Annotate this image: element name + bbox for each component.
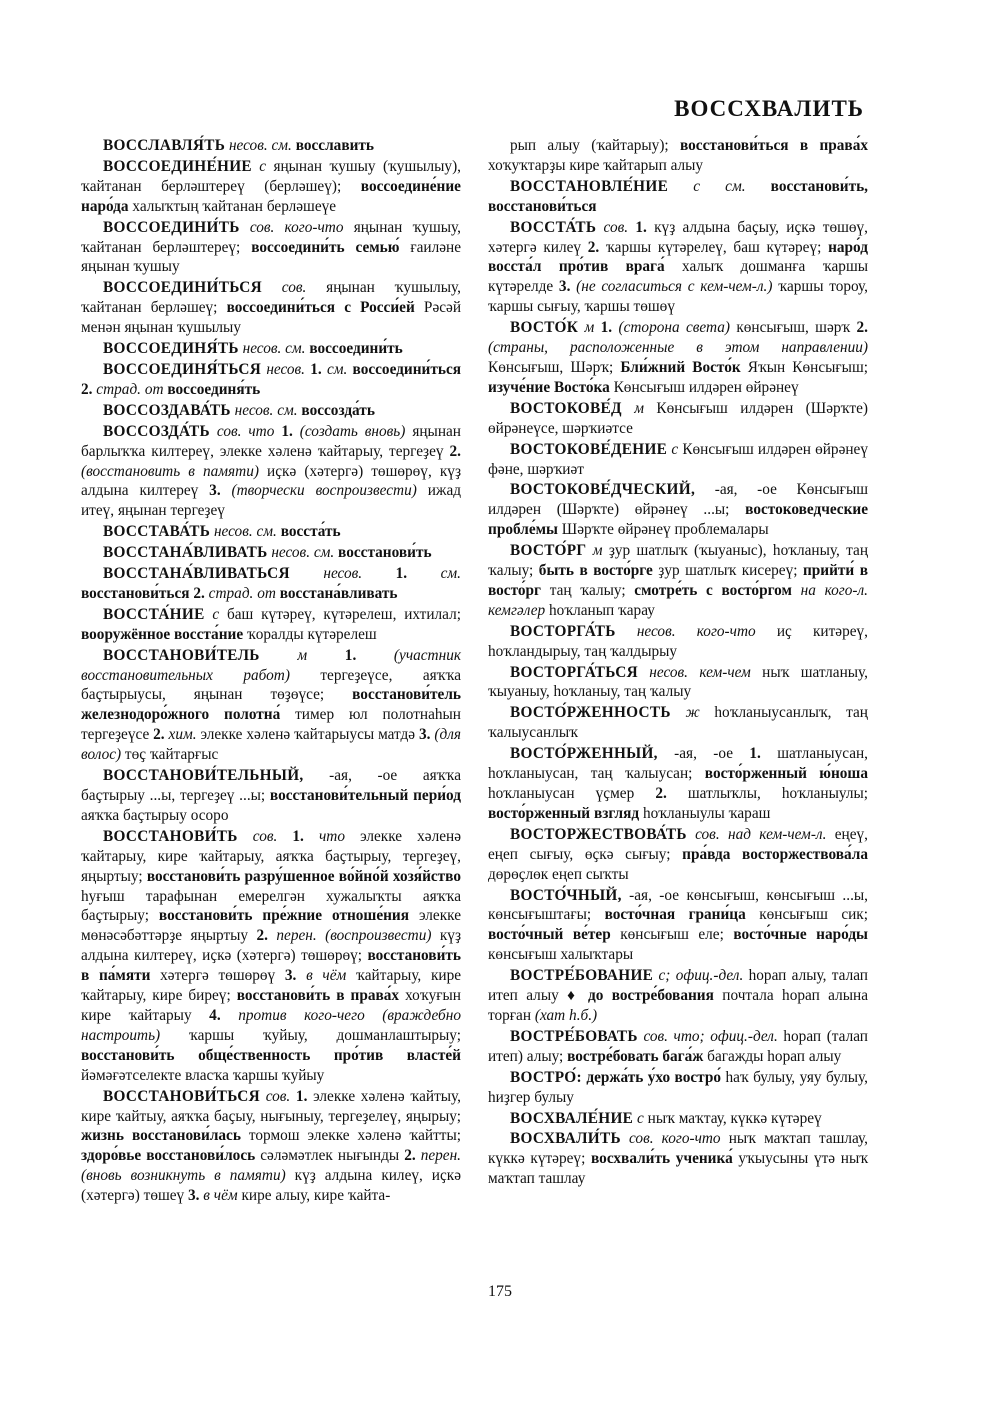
bold-phrase: восстанови́ть xyxy=(334,544,432,562)
translation-text: хоҡуғын кире ҡайтарыу xyxy=(81,987,461,1024)
bold-phrase: быть в восто́рге xyxy=(533,562,653,580)
bold-phrase: восхвали́ть ученика́ xyxy=(585,1150,733,1168)
headword: ВОСТО́К xyxy=(510,319,579,337)
grammar-note: сов. кого-что xyxy=(239,218,344,236)
grammar-note: м xyxy=(621,399,644,417)
dictionary-entry xyxy=(81,766,461,826)
headword: ВОССТА́ТЬ xyxy=(510,218,597,236)
translation-text: күҙ алдына килтереү, иҫкә (хәтергә) төшөрөү; xyxy=(81,927,461,965)
headword: ВОССТАНОВИ́ТЕЛЬНЫЙ, xyxy=(103,767,304,785)
translation-text: Рәсәй менән яңынан ҡушылыу xyxy=(81,299,461,337)
headword: ВОСТО́РЖЕННОСТЬ xyxy=(510,704,671,722)
bold-phrase: восстанови́ть разру́шенное во́йно́й хозя́йство xyxy=(142,867,461,885)
headword: ВОСТОКОВЕ́ДЧЕСКИЙ, xyxy=(510,481,696,499)
headword: ВОСТО́ЧНЫЙ, xyxy=(510,886,622,904)
headword: ВОССОЕДИНЯ́ТЬ xyxy=(103,340,239,358)
headword: ВОССТАНА́ВЛИВАТЬСЯ xyxy=(103,565,290,583)
dictionary-entry xyxy=(488,136,868,176)
headword: ВОССТАНОВИ́ТЕЛЬ xyxy=(103,646,260,664)
dictionary-entry xyxy=(488,1068,868,1108)
grammar-note: несов. см. xyxy=(238,340,306,358)
grammar-note: (восстановить в памяти) xyxy=(81,462,259,480)
grammar-note: несов. см. xyxy=(267,544,335,562)
headword: ВОССТА́НИЕ xyxy=(103,605,205,623)
dictionary-entry xyxy=(488,1109,868,1129)
bold-phrase: прийти́ в восто́рг xyxy=(488,562,868,599)
grammar-note: м xyxy=(259,646,308,664)
grammar-note: (сторона света) xyxy=(612,319,730,337)
dictionary-entry xyxy=(81,564,461,604)
dictionary-entry xyxy=(488,218,868,318)
dictionary-entry xyxy=(81,339,461,359)
translation-text: һоҡланыулы ҡараш xyxy=(639,804,771,822)
bold-phrase: 2. xyxy=(248,927,268,945)
bold-phrase: 2. xyxy=(149,726,165,744)
bold-phrase: восто́чная грани́ца xyxy=(591,906,746,924)
grammar-note: сов. xyxy=(261,279,307,297)
translation-text: һоҡланып ҡарау xyxy=(545,601,655,619)
bold-phrase: восто́чные наро́ды xyxy=(723,926,868,944)
headword: ВОСХВАЛЕ́НИЕ xyxy=(510,1109,634,1127)
grammar-note: сов. над кем-чем-л. xyxy=(686,825,827,843)
translation-text: тормош элекке хәленә ҡайтты; xyxy=(240,1127,461,1145)
bold-phrase: 1. xyxy=(305,360,322,378)
grammar-note: на кого-л. xyxy=(791,581,869,599)
dictionary-entry xyxy=(488,318,868,398)
translation-text: Көнсығыш, Шәрҡ; xyxy=(488,358,614,376)
bold-phrase: восто́рженный взгляд xyxy=(488,804,640,822)
translation-text: ҙур шатлыҡ (ҡыуаныс), һоҡланыу, таң ҡалыу; xyxy=(488,542,869,580)
translation-text: ижад итеү, яңынан тергеҙеү xyxy=(81,482,462,520)
translation-text: рып алыу (ҡайтарыу); xyxy=(510,137,669,154)
dictionary-entry xyxy=(81,543,461,563)
bold-phrase: 1. xyxy=(628,218,647,236)
dictionary-entry xyxy=(488,825,868,885)
grammar-note: перен. xyxy=(267,927,317,945)
bold-phrase: восто́рженный ю́ноша xyxy=(692,765,868,783)
dictionary-entry xyxy=(81,422,461,522)
grammar-note: см. xyxy=(321,360,348,378)
headword: ВОСТОКОВЕ́ДЕНИЕ xyxy=(510,440,668,458)
bold-phrase: здоро́вье восстанови́лось xyxy=(81,1147,256,1165)
grammar-note: сов. что; офиц.-дел. xyxy=(637,1027,778,1045)
grammar-note: сов. xyxy=(596,218,629,236)
translation-text: ҡаршы ҡуйыу, дошманлаштырыу; xyxy=(160,1026,461,1044)
grammar-note: несов. кого-что xyxy=(615,622,756,640)
bold-phrase: 1. xyxy=(307,646,357,664)
bold-phrase: 1. xyxy=(274,422,293,440)
grammar-note: несов. xyxy=(261,360,306,378)
dictionary-entry xyxy=(488,663,868,703)
translation-text: Яҡын Көнсығыш; xyxy=(740,358,868,376)
bold-phrase: жизнь восстанови́лась xyxy=(81,1127,241,1145)
translation-text: тимер юл полотнаһын тергеҙеүсе xyxy=(81,706,461,744)
bold-phrase: 3. xyxy=(198,482,221,500)
dictionary-entry xyxy=(488,177,868,217)
grammar-note: несов. см. xyxy=(225,137,292,154)
grammar-note: несов. см. xyxy=(230,401,298,419)
headword: ВОССЛАВЛЯ́ТЬ xyxy=(103,137,226,154)
translation-text: -ая, -ое xyxy=(657,745,733,763)
translation-text: яңынан ҡушыу, ҡайтанан берләштереү; xyxy=(81,218,461,256)
grammar-note: (воспроизвести) xyxy=(316,927,432,945)
grammar-note: страд. от xyxy=(204,584,276,602)
grammar-note: в чём xyxy=(199,1187,238,1205)
grammar-note: сов. xyxy=(260,1087,291,1105)
translation-text: һаҡ булыу, уяу булыу, һиҙгер булыу xyxy=(488,1068,868,1106)
translation-text: шатлыҡлы, һоҡланыулы; xyxy=(666,785,868,802)
grammar-note: несов. xyxy=(289,565,363,583)
translation-text: һорап алыу, талап итеп алыу ♦ xyxy=(488,967,868,1005)
translation-text: кире алыу, кире ҡайта- xyxy=(237,1187,391,1205)
translation-text: баш күтәреү, күтәрелеш, ихтилал; xyxy=(219,605,461,623)
translation-text: -ая, -ое Көнсығыш илдәрен (Шәрҡте) өйрәнеү ...ы; xyxy=(488,481,868,519)
headword: ВОСТО́РЖЕННЫЙ, xyxy=(510,745,658,763)
bold-phrase: восстанови́ть пре́жние отноше́ния xyxy=(148,907,410,925)
grammar-note: сов. кого-что xyxy=(620,1130,721,1148)
translation-text: ҡоралды күтәрелеш xyxy=(243,625,377,643)
running-head: ВОССХВАЛИТЬ xyxy=(674,96,864,121)
bold-phrase: 2. xyxy=(189,584,205,602)
dictionary-entry xyxy=(488,886,868,966)
grammar-note: (для волос) xyxy=(81,726,462,764)
translation-text: хоҡуҡтарҙы кире ҡайтарып алыу xyxy=(488,156,704,174)
translation-text: көнсығыш халыҡтары xyxy=(488,946,634,964)
dictionary-entry xyxy=(81,157,461,217)
bold-phrase: восстанови́ть в па́мяти xyxy=(81,947,461,985)
translation-text: халыҡтың ҡайтанан берләшеүе xyxy=(128,197,337,215)
bold-phrase: восстанови́ться в права́х xyxy=(668,137,868,154)
translation-text: ныҡ шатланыу, ҡыуаныу, һоҡланыу, таң ҡалыу xyxy=(488,663,868,701)
translation-text: -ая, -ое аяҡҡа баҫтырыу ...ы, тергеҙеү ...ы; xyxy=(81,767,461,804)
grammar-note: с xyxy=(633,1109,644,1127)
bold-phrase: наро́д восста́л про́тив врага́ xyxy=(488,238,868,276)
bold-phrase: восстанови́ть обще́ственность про́тив власте́й xyxy=(81,1046,461,1064)
bold-phrase: до востре́бования xyxy=(579,987,714,1005)
dictionary-entry xyxy=(488,399,868,439)
translation-text: -ая, -ое көнсығыш, көнсығыш ...ы, көнсығыштағы; xyxy=(488,886,868,924)
translation-text: аяҡҡа баҫтырыу осоро xyxy=(81,806,229,824)
translation-text: ҡаршы күтәрелеү, баш күтәреү; xyxy=(599,238,822,256)
grammar-note: с; офиц.-дел. xyxy=(653,967,744,985)
bold-phrase: 4. xyxy=(191,1006,221,1024)
translation-text: һоҡланыусанлыҡ, таң ҡалыусанлыҡ xyxy=(488,704,868,742)
grammar-note: сов. что xyxy=(209,422,275,440)
bold-phrase: вооружённое восста́ние xyxy=(81,625,244,643)
bold-phrase: пра́вда восторжествова́ла xyxy=(670,845,868,863)
translation-text: һуғыш тарафынан емерелгән хужалыҡты аяҡҡа баҫтырыу; xyxy=(81,887,461,925)
grammar-note: страд. от xyxy=(92,380,164,398)
grammar-note: против кого-чего (враждебно настроить) xyxy=(81,1006,461,1044)
translation-text: хәтергә төшөрөү xyxy=(150,967,276,985)
translation-text: уҡыусыны үтә ныҡ маҡтап ташлау xyxy=(488,1150,869,1188)
translation-text: ҡаршы тороу, ҡаршы сығыу, ҡаршы төшөү xyxy=(488,278,868,316)
bold-phrase: 2. xyxy=(581,238,600,256)
dictionary-entry xyxy=(81,278,461,338)
headword: ВОССОЕДИНИ́ТЬ xyxy=(103,218,240,236)
headword: ВОССОЕДИНЕ́НИЕ xyxy=(103,157,252,175)
bold-phrase: 2. xyxy=(81,380,93,398)
bold-phrase: 1. xyxy=(362,565,408,583)
left-column xyxy=(81,136,461,1207)
bold-phrase: 3. xyxy=(275,967,297,985)
headword: ВОССТАНОВИ́ТЬСЯ xyxy=(103,1087,260,1105)
headword: ВОССОЕДИНИ́ТЬСЯ xyxy=(103,279,262,297)
headword: ВОСТРЕ́БОВАНИЕ xyxy=(510,967,654,985)
grammar-note: (творчески воспроизвести) xyxy=(220,482,417,500)
right-column xyxy=(488,136,868,1190)
bold-phrase: 1. xyxy=(733,745,761,763)
dictionary-entry xyxy=(81,360,461,400)
bold-phrase: 2. xyxy=(443,442,461,460)
dictionary-entry xyxy=(81,646,461,765)
bold-phrase: восстанови́тельный пери́од xyxy=(265,787,461,804)
bold-phrase: воссоедине́ние наро́да xyxy=(81,177,461,215)
translation-text: ныҡ маҡтап ташлау, күккә күтәреү; xyxy=(488,1130,868,1168)
translation-text: һоҡланыусан үҫмер xyxy=(488,785,635,802)
bold-phrase: восстанови́ть в права́х xyxy=(230,987,400,1005)
headword: ВОСТО́РГ xyxy=(510,542,587,560)
translation-text: багажды һорап алыу xyxy=(703,1047,842,1065)
dictionary-entry xyxy=(488,744,868,824)
translation-text: ғаиләне яңынан ҡушыу xyxy=(81,238,461,276)
bold-phrase: 1. xyxy=(277,827,304,845)
bold-phrase: восстанови́тель железнодоро́жного полотна́ xyxy=(81,686,461,724)
translation-text: еңеү, еңеп сығыу, өҫкә сығыу; xyxy=(488,825,868,863)
bold-phrase: воссоедини́ть xyxy=(305,340,403,358)
bold-phrase: держа́ть у́хо востро́ xyxy=(581,1068,722,1086)
dictionary-entry xyxy=(81,218,461,278)
dictionary-entry xyxy=(488,703,868,743)
translation-text: ҡайтарыу, кире ҡайтарыу, кире биреү; xyxy=(81,967,462,1005)
grammar-note: (хат һ.б.) xyxy=(531,1006,598,1024)
page-number: 175 xyxy=(488,1283,512,1300)
translation-text: элекке хәленә ҡайтарыу, кире ҡайтарыу, аяҡҡа баҫтырыу, тергеҙеү, яңыртыу; xyxy=(81,827,461,885)
translation-text: таң ҡалыу; xyxy=(541,581,626,599)
translation-text: Шәрҡте өйрәнеү проблемалары xyxy=(557,521,769,539)
bold-phrase: воссозда́ть xyxy=(297,401,375,419)
bold-phrase: воссоединя́ть xyxy=(163,380,261,398)
dictionary-entry xyxy=(81,136,461,156)
grammar-note: перен. xyxy=(415,1147,462,1165)
translation-text: ҙур шатлыҡ кисереү; xyxy=(652,562,798,580)
bold-phrase: воссоедини́ться с Росси́ей xyxy=(217,299,415,317)
grammar-note: м xyxy=(586,542,603,560)
translation-text: һорап (талап итеп) алыу; xyxy=(488,1027,868,1065)
bold-phrase: восста́ть xyxy=(276,523,341,541)
bold-phrase: 3. xyxy=(553,278,571,296)
translation-text: тергеҙеүсе, аяҡҡа баҫтырыусы, яңынан төҙөүсе; xyxy=(81,666,461,704)
translation-text: йәмәғәтселекте власҡа ҡаршы ҡуйыу xyxy=(81,1066,325,1084)
bold-phrase: изуче́ние Восто́ка xyxy=(488,378,610,396)
bold-phrase: восто́чный ве́тер xyxy=(488,926,611,944)
bold-phrase: восславить xyxy=(291,137,374,154)
grammar-note: хим. xyxy=(164,726,197,744)
dictionary-entry xyxy=(81,1087,461,1206)
grammar-note: кемгәлер xyxy=(488,601,546,619)
headword: ВОСТРЕ́БОВАТЬ xyxy=(510,1027,638,1045)
translation-text: дөрөҫлөк еңеп сыҡты xyxy=(488,865,629,883)
dictionary-entry xyxy=(81,827,461,1086)
dictionary-entry xyxy=(488,480,868,540)
bold-phrase: 2. xyxy=(634,785,667,802)
translation-text: күҙ алдына килеү, иҫкә (хәтергә) төшеү xyxy=(81,1167,461,1205)
headword: ВОССТАНОВЛЕ́НИЕ xyxy=(510,177,669,195)
headword: ВОССТАНОВИ́ТЬ xyxy=(103,827,238,845)
headword: ВОСТОКОВЕ́Д xyxy=(510,399,622,417)
headword: ВОСТОРГА́ТЬСЯ xyxy=(510,663,638,681)
grammar-note: (создать вновь) xyxy=(292,422,406,440)
translation-text: яңынан ҡушыу (ҡушылыу), ҡайтанан берләштереү (берләшеү); xyxy=(81,157,461,195)
headword: ВОССТАВА́ТЬ xyxy=(103,523,211,541)
bold-phrase: восстанови́ть, восстанови́ться xyxy=(488,177,868,215)
translation-text: сәләмәтлек нығынды xyxy=(255,1147,400,1165)
bold-phrase: Бли́жний Восто́к xyxy=(613,358,741,376)
headword: ВОСТОРГА́ТЬ xyxy=(510,622,616,640)
dictionary-entry xyxy=(488,1027,868,1067)
dictionary-entry xyxy=(488,966,868,1026)
grammar-note: (участник восстановительных работ) xyxy=(81,646,461,684)
grammar-note: с см. xyxy=(668,177,746,195)
headword: ВОССТАНА́ВЛИВАТЬ xyxy=(103,544,268,562)
bold-phrase: смотре́ть с восто́ргом xyxy=(625,581,792,599)
translation-text: көнсығыш еле; xyxy=(610,926,724,944)
dictionary-entry xyxy=(488,622,868,662)
bold-phrase: 2. xyxy=(399,1147,416,1165)
bold-phrase: восстанови́ться xyxy=(81,584,190,602)
grammar-note: что xyxy=(303,827,345,845)
bold-phrase: воссоедини́ть семью́ xyxy=(240,238,400,256)
grammar-note: (страны, расположенные в этом направлении) xyxy=(488,339,868,357)
dictionary-entry xyxy=(488,1129,868,1189)
translation-text: иҫкә (хәтергә) төшөрөү, күҙ алдына килтереү xyxy=(81,462,461,500)
dictionary-entry xyxy=(81,605,461,645)
headword: ВОСХВАЛИ́ТЬ xyxy=(510,1130,621,1148)
dictionary-entry xyxy=(488,541,868,621)
headword: ВОССОЗДАВА́ТЬ xyxy=(103,401,231,419)
headword: ВОСТОРЖЕСТВОВА́ТЬ xyxy=(510,825,687,843)
translation-text: яңынан барлыҡҡа килтереү, элекке хәленә ҡайтарыу, тергеҙеү xyxy=(81,422,461,460)
translation-text: халыҡ дошманға ҡаршы күтәрелде xyxy=(488,258,868,296)
translation-text: Көнсығыш илдәрен (Шәрҡте) өйрәнеүсе, шәрҡиәтсе xyxy=(488,399,868,437)
bold-phrase: 1. xyxy=(290,1087,308,1105)
bold-phrase: восстана́вливать xyxy=(275,584,398,602)
grammar-note: в чём xyxy=(296,967,347,985)
dictionary-entry xyxy=(81,401,461,421)
grammar-note: ж xyxy=(670,704,700,722)
translation-text: иҫ китәреү, һоҡландырыу, таң ҡалдырыу xyxy=(488,622,868,660)
translation-text: шатланыусан, һоҡланыусан, таң ҡалыусан; xyxy=(488,745,868,783)
grammar-note: сов. xyxy=(237,827,278,845)
grammar-note: с xyxy=(204,605,220,623)
grammar-note: несов. см. xyxy=(210,523,277,541)
translation-text: Көнсығыш илдәрен өйрәнеү фәне, шәрҡиәт xyxy=(488,440,868,478)
bold-phrase: воссоедини́ться xyxy=(347,360,462,378)
dictionary-entry xyxy=(488,440,868,480)
grammar-note: (не согласиться с кем-чем-л.) xyxy=(570,278,773,296)
bold-phrase: 2. xyxy=(850,319,869,337)
grammar-note: с xyxy=(667,440,679,458)
headword: ВОСТРО́: xyxy=(510,1068,582,1086)
grammar-note: (вновь возникнуть в памяти) xyxy=(81,1167,286,1185)
translation-text: ныҡ маҡтау, күккә күтәреү xyxy=(643,1109,822,1127)
bold-phrase: 3. xyxy=(184,1187,200,1205)
translation-text: Көнсығыш илдәрен өйрәнеү xyxy=(609,378,799,396)
translation-text: почтала һорап алына торған xyxy=(488,987,868,1024)
headword: ВОССОЗДА́ТЬ xyxy=(103,422,210,440)
grammar-note: см. xyxy=(407,565,461,583)
headword: ВОССОЕДИНЯ́ТЬСЯ xyxy=(103,360,262,378)
translation-text: элекке мөнәсәбәттәрҙе яңыртыу xyxy=(81,907,461,945)
grammar-note: с xyxy=(251,157,267,175)
translation-text: яңынан ҡушылыу, ҡайтанан берләшеү; xyxy=(81,279,461,317)
dictionary-entry xyxy=(81,522,461,542)
bold-phrase: 3. xyxy=(415,726,431,744)
bold-phrase: востоковедческие пробле́мы xyxy=(488,501,869,539)
bold-phrase: востре́бовать бага́ж xyxy=(563,1047,704,1065)
bold-phrase: 1. xyxy=(594,319,613,337)
translation-text: көнсығыш, шәрҡ xyxy=(729,319,851,337)
translation-text: элекке хәленә ҡайтыу, кире ҡайтыу, аяҡҡа баҫыу, нығыныу, тергеҙелеү, яңырыу; xyxy=(81,1087,461,1125)
grammar-note: м xyxy=(578,319,595,337)
translation-text: төҫ ҡайтарғыс xyxy=(121,746,219,764)
grammar-note: несов. кем-чем xyxy=(637,663,751,681)
translation-text: күҙ алдына баҫыу, иҫкә төшөү, хәтергә килеү xyxy=(488,218,868,256)
translation-text: көнсығыш сик; xyxy=(745,906,868,924)
translation-text: элекке хәленә ҡайтарыусы матдә xyxy=(196,726,416,744)
